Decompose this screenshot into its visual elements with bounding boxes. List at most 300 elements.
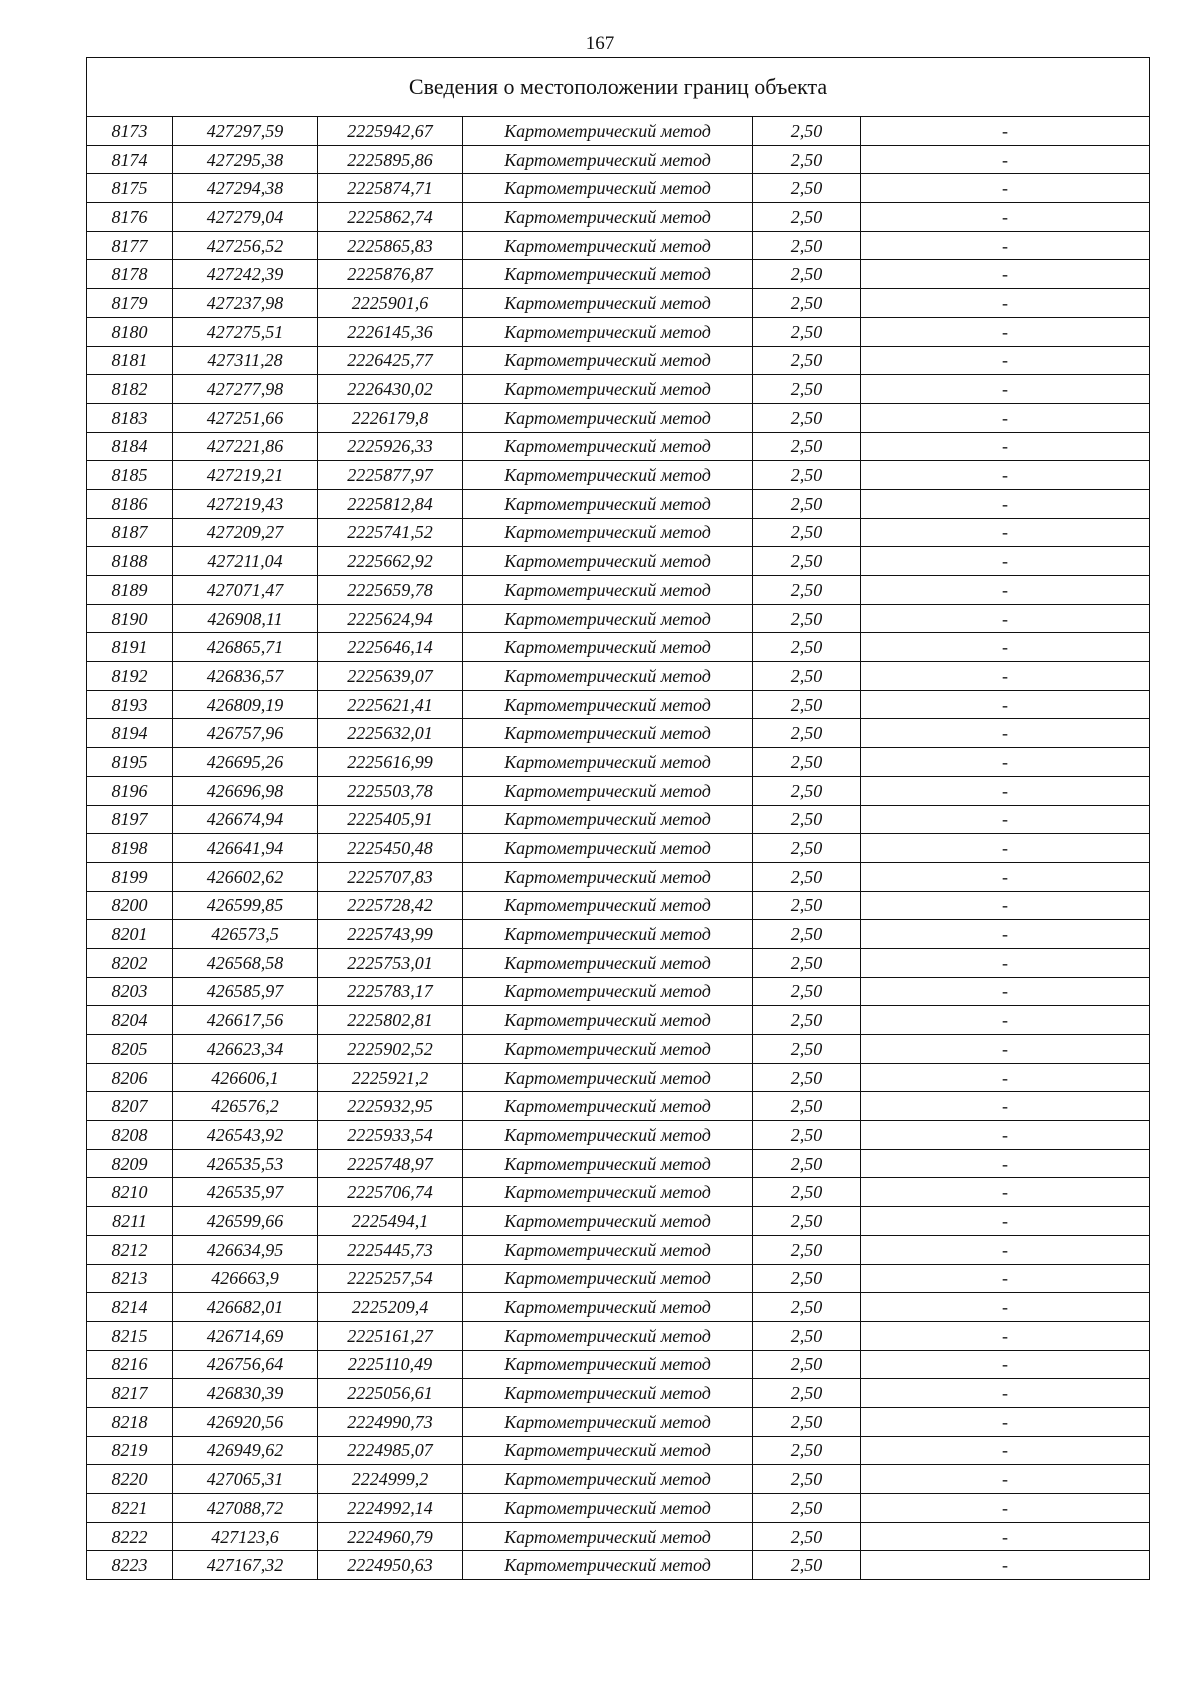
cell-y-coordinate: 2225621,41	[318, 690, 463, 719]
cell-x-coordinate: 427297,59	[173, 117, 318, 146]
cell-note: -	[861, 1522, 1150, 1551]
cell-method: Картометрический метод	[463, 662, 753, 691]
cell-x-coordinate: 427209,27	[173, 518, 318, 547]
cell-point-number: 8200	[87, 891, 173, 920]
cell-note: -	[861, 690, 1150, 719]
cell-accuracy: 2,50	[753, 977, 861, 1006]
cell-y-coordinate: 2225877,97	[318, 461, 463, 490]
cell-y-coordinate: 2225728,42	[318, 891, 463, 920]
cell-method: Картометрический метод	[463, 403, 753, 432]
table-row	[87, 346, 1150, 375]
cell-x-coordinate: 427219,43	[173, 489, 318, 518]
cell-x-coordinate: 426576,2	[173, 1092, 318, 1121]
cell-x-coordinate: 426599,85	[173, 891, 318, 920]
table-row	[87, 862, 1150, 891]
table-row	[87, 1035, 1150, 1064]
table-row	[87, 1178, 1150, 1207]
cell-note: -	[861, 1465, 1150, 1494]
cell-note: -	[861, 1149, 1150, 1178]
table-row	[87, 1522, 1150, 1551]
table-row	[87, 1006, 1150, 1035]
cell-y-coordinate: 2225802,81	[318, 1006, 463, 1035]
cell-point-number: 8218	[87, 1407, 173, 1436]
cell-note: -	[861, 117, 1150, 146]
cell-point-number: 8201	[87, 920, 173, 949]
table-row	[87, 891, 1150, 920]
cell-x-coordinate: 426663,9	[173, 1264, 318, 1293]
cell-note: -	[861, 805, 1150, 834]
cell-accuracy: 2,50	[753, 633, 861, 662]
cell-accuracy: 2,50	[753, 690, 861, 719]
cell-method: Картометрический метод	[463, 862, 753, 891]
cell-note: -	[861, 346, 1150, 375]
cell-point-number: 8173	[87, 117, 173, 146]
cell-note: -	[861, 719, 1150, 748]
table-row	[87, 1264, 1150, 1293]
cell-accuracy: 2,50	[753, 432, 861, 461]
cell-y-coordinate: 2225662,92	[318, 547, 463, 576]
cell-accuracy: 2,50	[753, 1178, 861, 1207]
cell-method: Картометрический метод	[463, 604, 753, 633]
cell-method: Картометрический метод	[463, 891, 753, 920]
cell-y-coordinate: 2225741,52	[318, 518, 463, 547]
cell-point-number: 8223	[87, 1551, 173, 1580]
cell-note: -	[861, 1293, 1150, 1322]
cell-method: Картометрический метод	[463, 748, 753, 777]
cell-x-coordinate: 426543,92	[173, 1121, 318, 1150]
cell-accuracy: 2,50	[753, 1350, 861, 1379]
cell-note: -	[861, 1551, 1150, 1580]
cell-point-number: 8207	[87, 1092, 173, 1121]
cell-method: Картометрический метод	[463, 547, 753, 576]
table-row	[87, 1350, 1150, 1379]
cell-x-coordinate: 427065,31	[173, 1465, 318, 1494]
cell-note: -	[861, 633, 1150, 662]
cell-accuracy: 2,50	[753, 576, 861, 605]
cell-point-number: 8219	[87, 1436, 173, 1465]
cell-accuracy: 2,50	[753, 1063, 861, 1092]
cell-method: Картометрический метод	[463, 805, 753, 834]
cell-accuracy: 2,50	[753, 1121, 861, 1150]
cell-x-coordinate: 426757,96	[173, 719, 318, 748]
cell-accuracy: 2,50	[753, 748, 861, 777]
cell-method: Картометрический метод	[463, 1178, 753, 1207]
cell-accuracy: 2,50	[753, 1465, 861, 1494]
cell-point-number: 8214	[87, 1293, 173, 1322]
cell-method: Картометрический метод	[463, 1350, 753, 1379]
cell-x-coordinate: 426573,5	[173, 920, 318, 949]
cell-x-coordinate: 427279,04	[173, 203, 318, 232]
cell-accuracy: 2,50	[753, 834, 861, 863]
cell-note: -	[861, 1436, 1150, 1465]
cell-note: -	[861, 317, 1150, 346]
cell-note: -	[861, 1178, 1150, 1207]
cell-note: -	[861, 1407, 1150, 1436]
cell-x-coordinate: 427251,66	[173, 403, 318, 432]
cell-note: -	[861, 1350, 1150, 1379]
cell-note: -	[861, 862, 1150, 891]
cell-y-coordinate: 2225942,67	[318, 117, 463, 146]
table-row	[87, 690, 1150, 719]
cell-note: -	[861, 547, 1150, 576]
table-row	[87, 1149, 1150, 1178]
table-row	[87, 1121, 1150, 1150]
table-row	[87, 576, 1150, 605]
cell-y-coordinate: 2225783,17	[318, 977, 463, 1006]
cell-method: Картометрический метод	[463, 1235, 753, 1264]
table-row	[87, 1407, 1150, 1436]
table-row	[87, 317, 1150, 346]
cell-accuracy: 2,50	[753, 1006, 861, 1035]
cell-note: -	[861, 1121, 1150, 1150]
cell-method: Картометрический метод	[463, 633, 753, 662]
cell-accuracy: 2,50	[753, 604, 861, 633]
cell-point-number: 8221	[87, 1494, 173, 1523]
cell-accuracy: 2,50	[753, 1379, 861, 1408]
cell-point-number: 8209	[87, 1149, 173, 1178]
cell-y-coordinate: 2225876,87	[318, 260, 463, 289]
cell-accuracy: 2,50	[753, 1264, 861, 1293]
cell-point-number: 8188	[87, 547, 173, 576]
cell-y-coordinate: 2225624,94	[318, 604, 463, 633]
cell-note: -	[861, 145, 1150, 174]
cell-y-coordinate: 2225902,52	[318, 1035, 463, 1064]
cell-x-coordinate: 426682,01	[173, 1293, 318, 1322]
cell-accuracy: 2,50	[753, 1321, 861, 1350]
cell-accuracy: 2,50	[753, 117, 861, 146]
table-row	[87, 1207, 1150, 1236]
table-row	[87, 518, 1150, 547]
cell-accuracy: 2,50	[753, 375, 861, 404]
cell-note: -	[861, 1264, 1150, 1293]
table-row	[87, 145, 1150, 174]
cell-x-coordinate: 426641,94	[173, 834, 318, 863]
cell-note: -	[861, 1379, 1150, 1408]
cell-point-number: 8202	[87, 948, 173, 977]
cell-note: -	[861, 403, 1150, 432]
table-row	[87, 174, 1150, 203]
cell-note: -	[861, 375, 1150, 404]
cell-method: Картометрический метод	[463, 948, 753, 977]
cell-accuracy: 2,50	[753, 948, 861, 977]
cell-note: -	[861, 461, 1150, 490]
cell-accuracy: 2,50	[753, 662, 861, 691]
cell-x-coordinate: 426599,66	[173, 1207, 318, 1236]
cell-x-coordinate: 427242,39	[173, 260, 318, 289]
cell-y-coordinate: 2225209,4	[318, 1293, 463, 1322]
cell-point-number: 8195	[87, 748, 173, 777]
cell-method: Картометрический метод	[463, 1035, 753, 1064]
cell-y-coordinate: 2226179,8	[318, 403, 463, 432]
cell-x-coordinate: 426714,69	[173, 1321, 318, 1350]
table-row	[87, 1321, 1150, 1350]
cell-point-number: 8187	[87, 518, 173, 547]
cell-method: Картометрический метод	[463, 776, 753, 805]
table-row	[87, 289, 1150, 318]
cell-y-coordinate: 2224985,07	[318, 1436, 463, 1465]
cell-accuracy: 2,50	[753, 719, 861, 748]
cell-y-coordinate: 2224999,2	[318, 1465, 463, 1494]
cell-y-coordinate: 2225932,95	[318, 1092, 463, 1121]
cell-method: Картометрический метод	[463, 203, 753, 232]
table-row	[87, 403, 1150, 432]
cell-accuracy: 2,50	[753, 203, 861, 232]
cell-x-coordinate: 426606,1	[173, 1063, 318, 1092]
cell-y-coordinate: 2225257,54	[318, 1264, 463, 1293]
table-row	[87, 1092, 1150, 1121]
cell-accuracy: 2,50	[753, 518, 861, 547]
cell-x-coordinate: 427221,86	[173, 432, 318, 461]
cell-point-number: 8177	[87, 231, 173, 260]
cell-method: Картометрический метод	[463, 1293, 753, 1322]
cell-accuracy: 2,50	[753, 805, 861, 834]
cell-note: -	[861, 1235, 1150, 1264]
table-row	[87, 776, 1150, 805]
cell-accuracy: 2,50	[753, 1035, 861, 1064]
cell-point-number: 8185	[87, 461, 173, 490]
table-row	[87, 662, 1150, 691]
cell-method: Картометрический метод	[463, 461, 753, 490]
cell-method: Картометрический метод	[463, 1407, 753, 1436]
cell-point-number: 8222	[87, 1522, 173, 1551]
cell-method: Картометрический метод	[463, 317, 753, 346]
cell-method: Картометрический метод	[463, 1465, 753, 1494]
table-row	[87, 1465, 1150, 1494]
cell-point-number: 8178	[87, 260, 173, 289]
cell-note: -	[861, 576, 1150, 605]
cell-accuracy: 2,50	[753, 1407, 861, 1436]
cell-point-number: 8199	[87, 862, 173, 891]
cell-method: Картометрический метод	[463, 1522, 753, 1551]
table-title-row	[87, 58, 1150, 117]
cell-note: -	[861, 1006, 1150, 1035]
cell-x-coordinate: 426634,95	[173, 1235, 318, 1264]
cell-y-coordinate: 2225926,33	[318, 432, 463, 461]
cell-x-coordinate: 426535,53	[173, 1149, 318, 1178]
cell-y-coordinate: 2224990,73	[318, 1407, 463, 1436]
table-row	[87, 375, 1150, 404]
cell-point-number: 8183	[87, 403, 173, 432]
cell-accuracy: 2,50	[753, 1522, 861, 1551]
table-row	[87, 948, 1150, 977]
cell-point-number: 8191	[87, 633, 173, 662]
cell-note: -	[861, 518, 1150, 547]
cell-note: -	[861, 489, 1150, 518]
cell-accuracy: 2,50	[753, 776, 861, 805]
table-row	[87, 231, 1150, 260]
cell-point-number: 8203	[87, 977, 173, 1006]
table-body	[87, 117, 1150, 1580]
table-row	[87, 117, 1150, 146]
table-row	[87, 834, 1150, 863]
cell-point-number: 8220	[87, 1465, 173, 1494]
cell-x-coordinate: 427123,6	[173, 1522, 318, 1551]
cell-point-number: 8216	[87, 1350, 173, 1379]
cell-x-coordinate: 426949,62	[173, 1436, 318, 1465]
cell-note: -	[861, 977, 1150, 1006]
cell-note: -	[861, 174, 1150, 203]
cell-x-coordinate: 426908,11	[173, 604, 318, 633]
cell-accuracy: 2,50	[753, 346, 861, 375]
cell-x-coordinate: 427071,47	[173, 576, 318, 605]
cell-point-number: 8197	[87, 805, 173, 834]
cell-y-coordinate: 2226425,77	[318, 346, 463, 375]
cell-note: -	[861, 1092, 1150, 1121]
cell-method: Картометрический метод	[463, 432, 753, 461]
cell-x-coordinate: 426568,58	[173, 948, 318, 977]
cell-note: -	[861, 289, 1150, 318]
cell-x-coordinate: 426696,98	[173, 776, 318, 805]
table-row	[87, 489, 1150, 518]
cell-x-coordinate: 427277,98	[173, 375, 318, 404]
cell-x-coordinate: 426674,94	[173, 805, 318, 834]
cell-x-coordinate: 427311,28	[173, 346, 318, 375]
cell-y-coordinate: 2224950,63	[318, 1551, 463, 1580]
cell-x-coordinate: 426623,34	[173, 1035, 318, 1064]
cell-point-number: 8205	[87, 1035, 173, 1064]
cell-method: Картометрический метод	[463, 1149, 753, 1178]
cell-note: -	[861, 834, 1150, 863]
table-row	[87, 920, 1150, 949]
cell-point-number: 8193	[87, 690, 173, 719]
cell-method: Картометрический метод	[463, 1063, 753, 1092]
cell-y-coordinate: 2225056,61	[318, 1379, 463, 1408]
cell-point-number: 8176	[87, 203, 173, 232]
cell-accuracy: 2,50	[753, 174, 861, 203]
cell-method: Картометрический метод	[463, 489, 753, 518]
table-row	[87, 1379, 1150, 1408]
table-row	[87, 805, 1150, 834]
cell-point-number: 8194	[87, 719, 173, 748]
table-row	[87, 748, 1150, 777]
cell-y-coordinate: 2225659,78	[318, 576, 463, 605]
cell-x-coordinate: 427088,72	[173, 1494, 318, 1523]
table-row	[87, 977, 1150, 1006]
cell-y-coordinate: 2225494,1	[318, 1207, 463, 1236]
cell-y-coordinate: 2225405,91	[318, 805, 463, 834]
cell-x-coordinate: 427275,51	[173, 317, 318, 346]
cell-method: Картометрический метод	[463, 977, 753, 1006]
boundary-table	[86, 57, 1150, 1580]
cell-y-coordinate: 2224992,14	[318, 1494, 463, 1523]
cell-method: Картометрический метод	[463, 1321, 753, 1350]
cell-accuracy: 2,50	[753, 1149, 861, 1178]
cell-x-coordinate: 427295,38	[173, 145, 318, 174]
table-row	[87, 260, 1150, 289]
cell-method: Картометрический метод	[463, 1436, 753, 1465]
cell-note: -	[861, 1207, 1150, 1236]
cell-point-number: 8180	[87, 317, 173, 346]
cell-x-coordinate: 426756,64	[173, 1350, 318, 1379]
table-row	[87, 203, 1150, 232]
cell-point-number: 8181	[87, 346, 173, 375]
cell-method: Картометрический метод	[463, 920, 753, 949]
cell-point-number: 8192	[87, 662, 173, 691]
cell-point-number: 8179	[87, 289, 173, 318]
cell-note: -	[861, 1321, 1150, 1350]
cell-x-coordinate: 426836,57	[173, 662, 318, 691]
cell-accuracy: 2,50	[753, 1207, 861, 1236]
cell-point-number: 8198	[87, 834, 173, 863]
table-row	[87, 1436, 1150, 1465]
cell-x-coordinate: 427237,98	[173, 289, 318, 318]
cell-accuracy: 2,50	[753, 260, 861, 289]
cell-point-number: 8182	[87, 375, 173, 404]
cell-x-coordinate: 426617,56	[173, 1006, 318, 1035]
cell-y-coordinate: 2225646,14	[318, 633, 463, 662]
page-number: 167	[585, 33, 615, 54]
cell-y-coordinate: 2225639,07	[318, 662, 463, 691]
cell-y-coordinate: 2225812,84	[318, 489, 463, 518]
cell-method: Картометрический метод	[463, 719, 753, 748]
cell-y-coordinate: 2225933,54	[318, 1121, 463, 1150]
cell-point-number: 8210	[87, 1178, 173, 1207]
table-title: Сведения о местоположении границ объекта	[87, 58, 1150, 117]
cell-method: Картометрический метод	[463, 1121, 753, 1150]
cell-note: -	[861, 920, 1150, 949]
cell-accuracy: 2,50	[753, 891, 861, 920]
table-row	[87, 1293, 1150, 1322]
cell-method: Картометрический метод	[463, 346, 753, 375]
cell-x-coordinate: 427256,52	[173, 231, 318, 260]
cell-y-coordinate: 2225895,86	[318, 145, 463, 174]
cell-accuracy: 2,50	[753, 1436, 861, 1465]
cell-accuracy: 2,50	[753, 1293, 861, 1322]
cell-accuracy: 2,50	[753, 920, 861, 949]
cell-note: -	[861, 776, 1150, 805]
cell-x-coordinate: 427167,32	[173, 1551, 318, 1580]
cell-x-coordinate: 426920,56	[173, 1407, 318, 1436]
cell-note: -	[861, 432, 1150, 461]
table-row	[87, 633, 1150, 662]
cell-x-coordinate: 426809,19	[173, 690, 318, 719]
cell-x-coordinate: 426865,71	[173, 633, 318, 662]
cell-x-coordinate: 426695,26	[173, 748, 318, 777]
cell-y-coordinate: 2225743,99	[318, 920, 463, 949]
cell-method: Картометрический метод	[463, 518, 753, 547]
cell-method: Картометрический метод	[463, 174, 753, 203]
cell-point-number: 8206	[87, 1063, 173, 1092]
cell-y-coordinate: 2225901,6	[318, 289, 463, 318]
cell-x-coordinate: 426585,97	[173, 977, 318, 1006]
cell-accuracy: 2,50	[753, 1494, 861, 1523]
cell-point-number: 8212	[87, 1235, 173, 1264]
cell-method: Картометрический метод	[463, 231, 753, 260]
cell-y-coordinate: 2225110,49	[318, 1350, 463, 1379]
cell-y-coordinate: 2225632,01	[318, 719, 463, 748]
cell-accuracy: 2,50	[753, 403, 861, 432]
cell-point-number: 8190	[87, 604, 173, 633]
cell-note: -	[861, 1035, 1150, 1064]
cell-note: -	[861, 1494, 1150, 1523]
cell-method: Картометрический метод	[463, 1207, 753, 1236]
cell-x-coordinate: 426830,39	[173, 1379, 318, 1408]
cell-method: Картометрический метод	[463, 834, 753, 863]
table-row	[87, 1063, 1150, 1092]
cell-point-number: 8189	[87, 576, 173, 605]
cell-x-coordinate: 427211,04	[173, 547, 318, 576]
cell-accuracy: 2,50	[753, 1551, 861, 1580]
table-row	[87, 604, 1150, 633]
cell-method: Картометрический метод	[463, 1092, 753, 1121]
cell-accuracy: 2,50	[753, 862, 861, 891]
cell-y-coordinate: 2225748,97	[318, 1149, 463, 1178]
cell-point-number: 8208	[87, 1121, 173, 1150]
cell-note: -	[861, 231, 1150, 260]
cell-y-coordinate: 2224960,79	[318, 1522, 463, 1551]
cell-point-number: 8217	[87, 1379, 173, 1408]
cell-point-number: 8211	[87, 1207, 173, 1236]
